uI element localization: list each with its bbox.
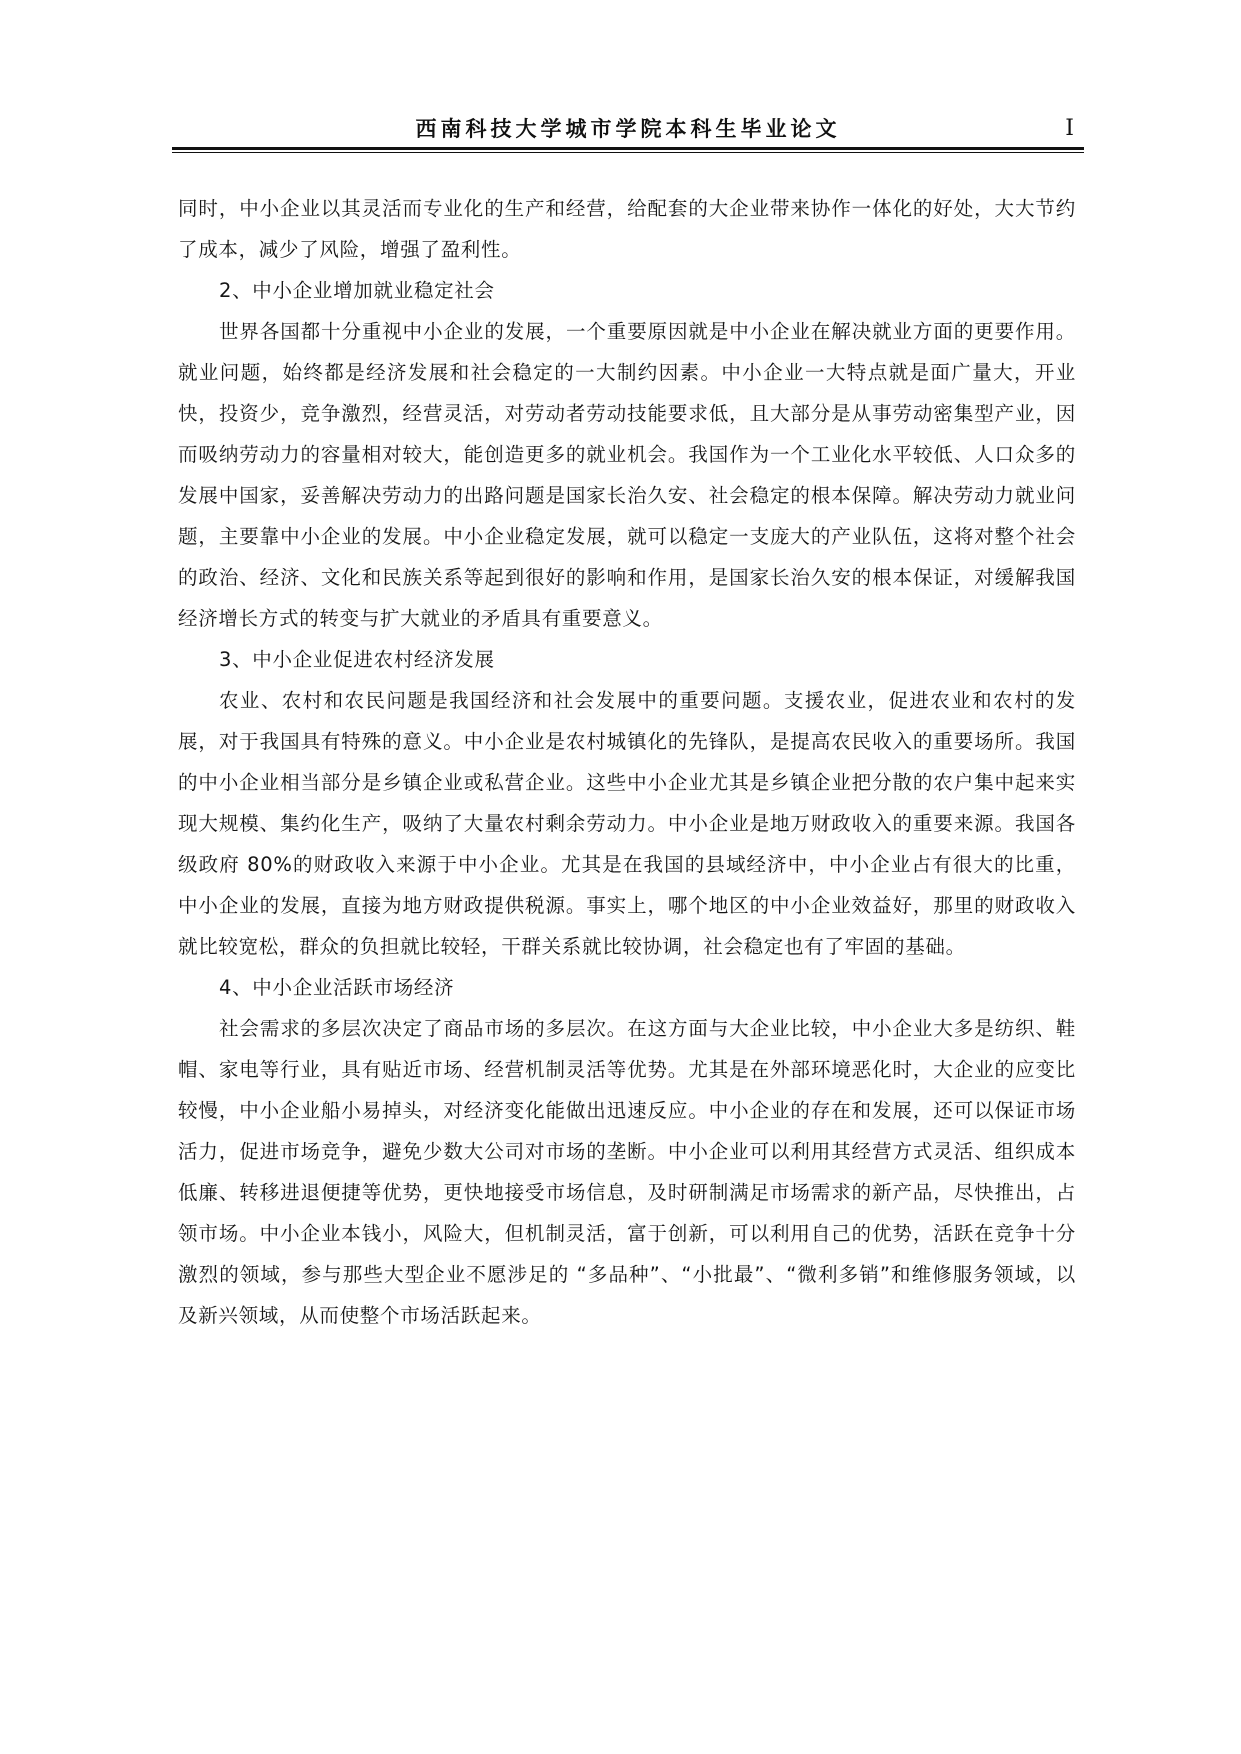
header-rule-thick (172, 147, 1084, 150)
page-header (172, 116, 1084, 156)
paragraph-rural-economy: 农业、农村和农民问题是我国经济和社会发展中的重要问题。支援农业，促进农业和农村的发展，对于我国具有特殊的意义。中小企业是农村城镇化的先锋队，是提高农民收入的重要场所。我国的中小企业相当部分是乡镇企业或私营企业。这些中小企业尤其是乡镇企业把分散的农户集中起来实现大规模、集约化生产，吸纳了大量农村剩余劳动力。中小企业是地万财政收入的重要来源。我国各级政府 80%的财政收入来源于中小企业。尤其是在我国的县域经济中，中小企业占有很大的比重，中小企业的发展，直接为地方财政提供税源。事实上，哪个地区的中小企业效益好，那里的财政收入就比较宽松，群众的负担就比较轻，干群关系就比较协调，社会稳定也有了牢固的基础。 (178, 689, 1076, 958)
section-heading-2: 2、中小企业增加就业稳定社会 (219, 279, 495, 302)
header-title: 西南科技大学城市学院本科生毕业论文 (415, 116, 841, 141)
header-rule-thin (172, 152, 1084, 153)
paragraph-market-economy: 社会需求的多层次决定了商品市场的多层次。在这方面与大企业比较，中小企业大多是纺织、鞋帽、家电等行业，具有贴近市场、经营机制灵活等优势。尤其是在外部环境恶化时，大企业的应变比较慢，中小企业船小易掉头，对经济变化能做出迅速反应。中小企业的存在和发展，还可以保证市场活力，促进市场竞争，避免少数大公司对市场的垄断。中小企业可以利用其经营方式灵活、组织成本低廉、转移进退便捷等优势，更快地接受市场信息，及时研制满足市场需求的新产品，尽快推出，占领市场。中小企业本钱小，风险大，但机制灵活，富于创新，可以利用自己的优势，活跃在竞争十分激烈的领域，参与那些大型企业不愿涉足的 “多品种”、“小批最”、“微利多销”和维修服务领域，以及新兴领域，从而使整个市场活跃起来。 (178, 1017, 1076, 1327)
section-heading-4: 4、中小企业活跃市场经济 (219, 976, 455, 999)
paragraph-employment: 世界各国都十分重视中小企业的发展，一个重要原因就是中小企业在解决就业方面的更要作用。就业问题，始终都是经济发展和社会稳定的一大制约因素。中小企业一大特点就是面广量大，开业快，投资少，竞争激烈，经营灵活，对劳动者劳动技能要求低，且大部分是从事劳动密集型产业，因而吸纳劳动力的容量相对较大，能创造更多的就业机会。我国作为一个工业化水平较低、人口众多的发展中国家，妥善解决劳动力的出路问题是国家长治久安、社会稳定的根本保障。解决劳动力就业问题，主要靠中小企业的发展。中小企业稳定发展，就可以稳定一支庞大的产业队伍，这将对整个社会的政治、经济、文化和民族关系等起到很好的影响和作用，是国家长治久安的根本保证，对缓解我国经济增长方式的转变与扩大就业的矛盾具有重要意义。 (178, 320, 1076, 630)
page-number: I (1065, 116, 1074, 141)
section-heading-3: 3、中小企业促进农村经济发展 (219, 648, 495, 671)
document-body (178, 188, 1076, 1336)
paragraph-continuation: 同时，中小企业以其灵活而专业化的生产和经营，给配套的大企业带来协作一体化的好处，大大节约了成本，减少了风险，增强了盈利性。 (178, 197, 1076, 261)
